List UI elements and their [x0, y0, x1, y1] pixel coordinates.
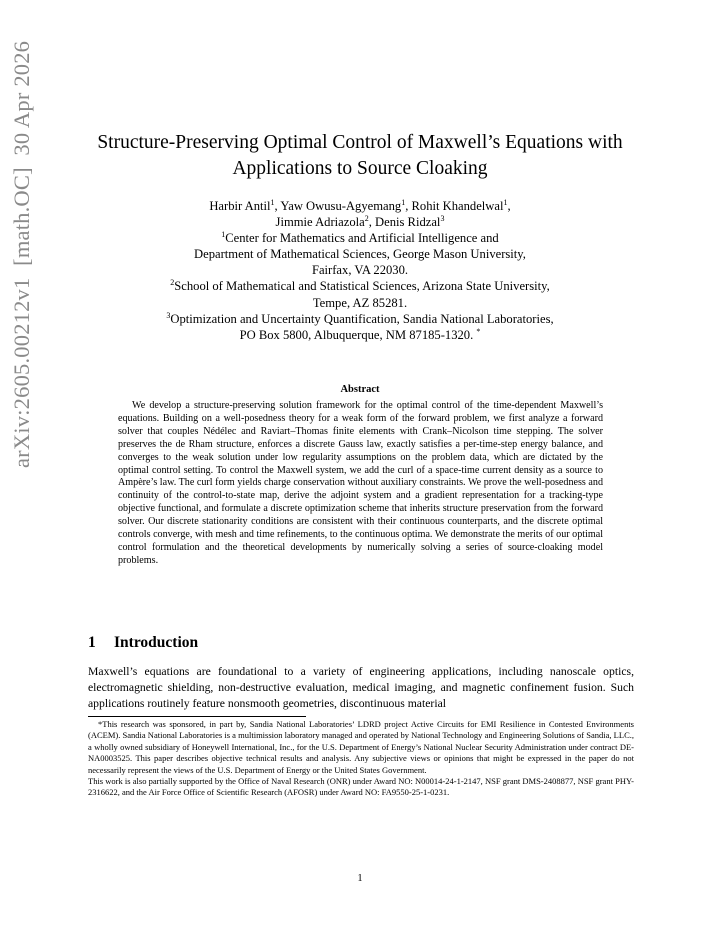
author-line-1: Harbir Antil$^1$, Yaw Owusu-Agyemang$^1$, Rohit Khandelwal$^1$,: [209, 197, 511, 213]
affiliation-2: [80, 278, 640, 294]
affiliation-1-line-3: Fairfax, VA 22030.: [311, 263, 409, 278]
affiliation-1-line-2: Department of Mathematical Sciences, George Mason University,: [194, 247, 526, 262]
affiliation-2-line-2: Tempe, AZ 85281.: [312, 295, 408, 310]
author-line-2: Jimmie Adriazola$^2$, Denis Ridzal$^3$: [275, 213, 445, 230]
arxiv-stamp: [2, 0, 42, 468]
affiliation-text: PO Box 5800, Albuquerque, NM 87185-1320.: [239, 327, 474, 342]
footnote-2: This work is also partially supported by the Office of Naval Research (ONR) under Award NO: N00014-24-1-2147, NSF grant DMS-2408877, NSF grant PHY-2316622, and the Air Force Office of Scientific Research (AFOSR) under Award NO: FA9550-25-1-0231.: [88, 776, 634, 798]
title-line-1: Structure-Preserving Optimal Control of Maxwell’s Equations with: [97, 132, 623, 153]
author-name: Denis Ridzal: [375, 215, 441, 230]
footnotes: [88, 719, 634, 799]
abstract-text: We develop a structure-preserving solution framework for the optimal control of the time-dependent Maxwell’s equations. Building on a well-posedness theory for a weak form of the forward problem, we first analyze a forward solver that couples Nédélec and Raviart–Thomas finite elements with Crank–Nicolson time stepping. The solver preserves the de Rham structure, enforces a discrete Gauss law, exactly satisfies a per-time-step energy balance, and converges to the weak solution under low regularity assumptions on the problem data, which are dictated by the optimal control setting. To control the Maxwell system, we add the curl of a space-time current density as a source to Ampère’s law. The curl form yields charge conservation without auxiliary constraints. We prove the well-posedness and continuity of the control-to-state map, derive the adjoint system and a gradient representation for a tracking-type objective functional, and formulate a discrete optimization scheme that inherits structure preservation from the forward solver. Our discrete stationarity conditions are consistent with their continuous counterparts, and the discrete optimal controls converge, with mesh and time refinements, to the continuous optima. We demonstrate the merits of our optimal control formulation and the theoretical developments by numerically solving a series of source-cloaking model problems.: [118, 400, 603, 566]
paper-title: [60, 130, 660, 182]
affiliation-mark: 1: [221, 230, 226, 239]
section-number: 1: [88, 634, 96, 651]
arxiv-id: arXiv:2605.00212v1: [9, 277, 34, 468]
affiliation-mark: 2: [170, 278, 175, 288]
affiliation-mark: 1: [503, 197, 508, 207]
arxiv-category: [math.OC]: [9, 167, 34, 266]
author-name: Rohit Khandelwal: [411, 199, 504, 213]
footnote-divider: [88, 716, 306, 717]
affiliation-text: Optimization and Uncertainty Quantification, Sandia National Laboratories,: [170, 311, 554, 326]
affiliation-mark: 1: [401, 197, 406, 207]
affiliation-mark: 3: [166, 310, 171, 320]
affiliation-mark: 1: [270, 197, 275, 207]
affiliation-3: [80, 311, 640, 327]
affiliation-mark: 3: [440, 213, 445, 223]
affiliation-1: [80, 230, 640, 246]
author-name: Harbir Antil: [209, 199, 271, 213]
author-name: Yaw Owusu-Agyemang: [280, 199, 402, 213]
abstract-heading: Abstract: [340, 384, 380, 395]
affiliation-text: School of Mathematical and Statistical Sciences, Arizona State University,: [174, 279, 550, 294]
author-block: [80, 198, 640, 343]
affiliation-text: Center for Mathematics and Artificial Intelligence and: [225, 231, 499, 246]
affiliation-mark: 2: [364, 213, 369, 223]
section-heading: [88, 634, 628, 652]
author-name: Jimmie Adriazola: [275, 215, 365, 230]
footnote-1: *This research was sponsored, in part by, Sandia National Laboratories’ LDRD project Active Circuits for EMI Resilience in Contested Environments (ACEM). Sandia National Laboratories is a multimission laboratory managed and operated by National Technology and Engineering Solutions of Sandia, LLC., a wholly owned subsidiary of Honeywell International, Inc., for the U.S. Department of Energy’s National Nuclear Security Administration under contract DE-NA0003525. This paper describes objective technical results and analysis. Any subjective views or opinions that might be expressed in the paper do not necessarily represent the views of the U.S. Department of Energy or the United States Government.: [88, 719, 634, 775]
title-line-2: Applications to Source Cloaking: [232, 158, 488, 179]
page-number: 1: [357, 873, 363, 884]
section-title: Introduction: [114, 634, 199, 651]
footnote-mark: *: [476, 326, 481, 336]
affiliation-3-line-2: [80, 327, 640, 343]
introduction-text: Maxwell’s equations are foundational to a variety of engineering applications, including nanoscale optics, electromagnetic shielding, non-destructive evaluation, medical imaging, and magnetic confinement fusion. Such applications routinely feature nonsmooth geometries, discontinuous material: [88, 665, 634, 710]
arxiv-date: 30 Apr 2026: [9, 40, 34, 156]
